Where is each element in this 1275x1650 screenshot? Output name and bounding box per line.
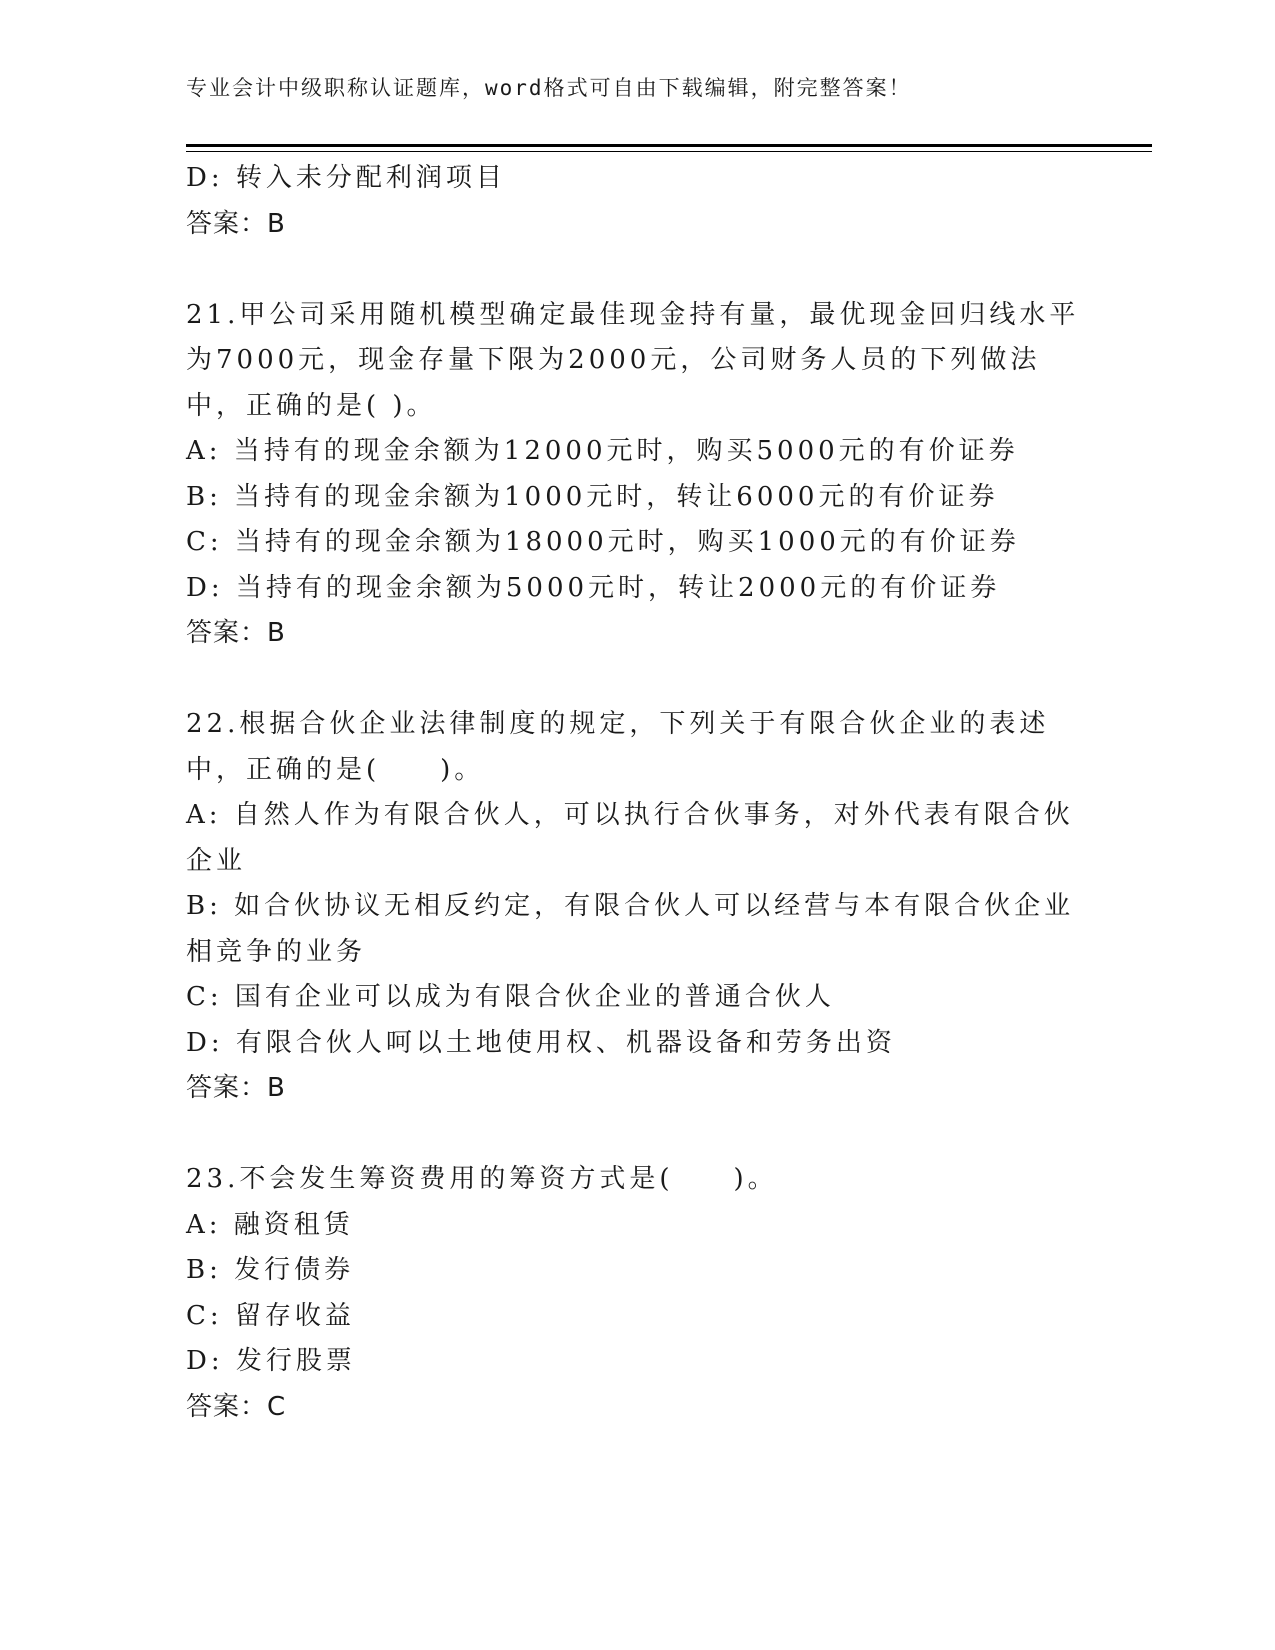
option-a: A: 自然人作为有限合伙人，可以执行合伙事务，对外代表有限合伙企业 (186, 800, 1074, 876)
option-c: C: 留存收益 (186, 1300, 355, 1331)
question-21 (186, 293, 1086, 657)
option-d: D: 有限合伙人呵以土地使用权、机器设备和劳务出资 (186, 1027, 896, 1058)
option-d: D: 发行股票 (186, 1346, 356, 1376)
answer: 答案：C (186, 1391, 287, 1422)
question-stem: 21.甲公司采用随机模型确定最佳现金持有量，最优现金回归线水平为7000元，现金存量下限为2000元，公司财务人员的下列做法中，正确的是( )。 (186, 299, 1080, 421)
option-b: B: 当持有的现金余额为1000元时，转让6000元的有价证券 (186, 481, 999, 512)
header-rule-thick (186, 144, 1152, 147)
document-body (186, 156, 1086, 1430)
option-b: B: 发行债券 (186, 1255, 355, 1285)
option-c: C: 国有企业可以成为有限合伙企业的普通合伙人 (186, 982, 835, 1012)
question-stem: 22.根据合伙企业法律制度的规定，下列关于有限合伙企业的表述中，正确的是( )。 (186, 709, 1050, 785)
question-23 (186, 1157, 1086, 1430)
header-rule-thin (186, 151, 1152, 152)
question-stem: 23.不会发生筹资费用的筹资方式是( )。 (186, 1164, 778, 1194)
option-a: A: 融资租赁 (186, 1209, 354, 1240)
answer: 答案：B (186, 1073, 286, 1103)
option-d: D: 转入未分配利润项目 (186, 163, 506, 193)
option-d: D: 当持有的现金余额为5000元时，转让2000元的有价证券 (186, 572, 1001, 603)
option-a: A: 当持有的现金余额为12000元时，购买5000元的有价证券 (186, 436, 1019, 466)
answer: 答案：B (186, 618, 286, 648)
option-b: B: 如合伙协议无相反约定，有限合伙人可以经营与本有限合伙企业相竞争的业务 (186, 891, 1075, 967)
previous-question-tail (186, 156, 1086, 247)
page-header: 专业会计中级职称认证题库，word格式可自由下载编辑，附完整答案！ (186, 76, 912, 100)
question-22 (186, 702, 1086, 1112)
answer: 答案：B (186, 208, 286, 239)
option-c: C: 当持有的现金余额为18000元时，购买1000元的有价证券 (186, 527, 1020, 557)
